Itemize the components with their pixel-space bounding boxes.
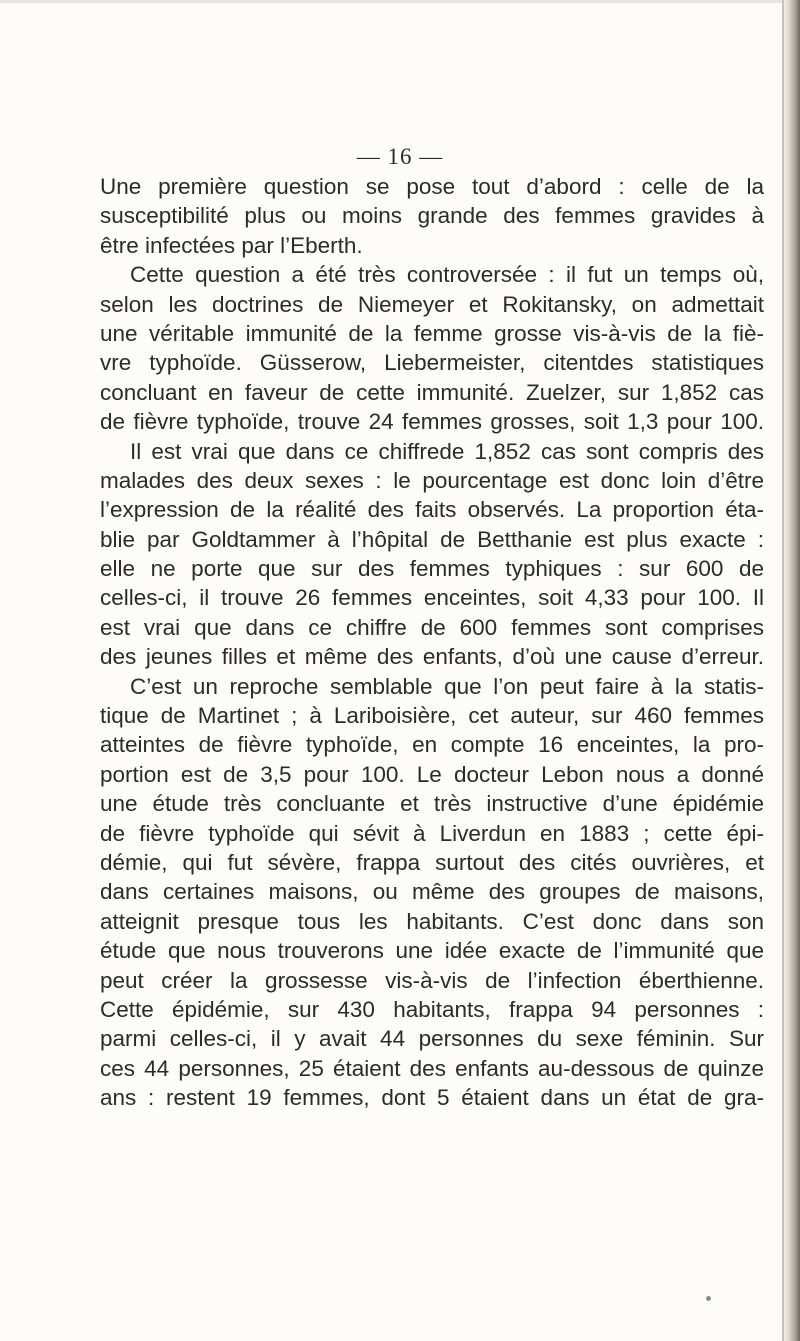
top-edge — [0, 0, 782, 3]
text-line: tique de Martinet ; à Lariboisière, cet auteur, sur 460 femmes — [100, 703, 764, 729]
text-line: concluant en faveur de cette immunité. Zuelzer, sur 1,852 cas — [100, 379, 764, 405]
text-line: blie par Goldtammer à l’hôpital de Betthanie est plus exacte : — [100, 526, 764, 552]
text-line: Il est vrai que dans ce chiffrede 1,852 cas sont compris des — [130, 438, 764, 464]
text-line: démie, qui fut sévère, frappa surtout des cités ouvrières, et — [100, 849, 764, 875]
text-line: selon les doctrines de Niemeyer et Rokitansky, on admettait — [100, 291, 764, 317]
ink-speck — [706, 1296, 711, 1301]
text-line: des jeunes filles et même des enfants, d’où une cause d’erreur. — [100, 644, 764, 670]
text-line: Une première question se pose tout d’abord : celle de la — [100, 174, 764, 199]
text-line: malades des deux sexes : le pourcentage est donc loin d’être — [100, 467, 764, 493]
text-line: être infectées par l’Eberth. — [100, 232, 363, 258]
text-line: une étude très concluante et très instructive d’une épidémie — [100, 791, 764, 817]
text-line: Cette question a été très controversée : il fut un temps où, — [130, 262, 764, 288]
body-text — [100, 172, 764, 1113]
page-edge-shadow — [784, 0, 800, 1341]
text-line: atteintes de fièvre typhoïde, en compte 16 enceintes, la pro- — [100, 732, 764, 758]
page-number: — 16 — — [356, 144, 444, 169]
text-line: de fièvre typhoïde, trouve 24 femmes grosses, soit 1,3 pour 100. — [100, 409, 764, 435]
text-line: de fièvre typhoïde qui sévit à Liverdun en 1883 ; cette épi- — [100, 820, 764, 846]
text-line: peut créer la grossesse vis-à-vis de l’infection éberthienne. — [100, 967, 764, 993]
text-line: atteignit presque tous les habitants. C’est donc dans son — [100, 908, 764, 934]
text-line: est vrai que dans ce chiffre de 600 femmes sont comprises — [100, 614, 764, 640]
text-line: elle ne porte que sur des femmes typhiques : sur 600 de — [100, 556, 764, 582]
text-line: dans certaines maisons, ou même des groupes de maisons, — [100, 879, 764, 905]
text-line: C’est un reproche semblable que l’on peut faire à la statis- — [130, 673, 764, 699]
text-line: Cette épidémie, sur 430 habitants, frappa 94 personnes : — [100, 996, 764, 1022]
text-line: l’expression de la réalité des faits observés. La proportion éta- — [100, 497, 764, 523]
text-line: étude que nous trouverons une idée exacte de l’immunité que — [100, 938, 764, 964]
text-line: ces 44 personnes, 25 étaient des enfants au-dessous de quinze — [100, 1055, 764, 1081]
text-line: vre typhoïde. Güsserow, Liebermeister, citentdes statistiques — [100, 350, 764, 376]
text-line: celles-ci, il trouve 26 femmes enceintes, soit 4,33 pour 100. Il — [100, 585, 764, 611]
text-line: ans : restent 19 femmes, dont 5 étaient dans un état de gra- — [100, 1085, 764, 1111]
text-line: une véritable immunité de la femme grosse vis-à-vis de la fiè- — [100, 320, 764, 346]
text-line: parmi celles-ci, il y avait 44 personnes du sexe féminin. Sur — [100, 1026, 764, 1052]
text-line: portion est de 3,5 pour 100. Le docteur Lebon nous a donné — [100, 761, 764, 787]
text-line: susceptibilité plus ou moins grande des femmes gravides à — [100, 203, 764, 229]
